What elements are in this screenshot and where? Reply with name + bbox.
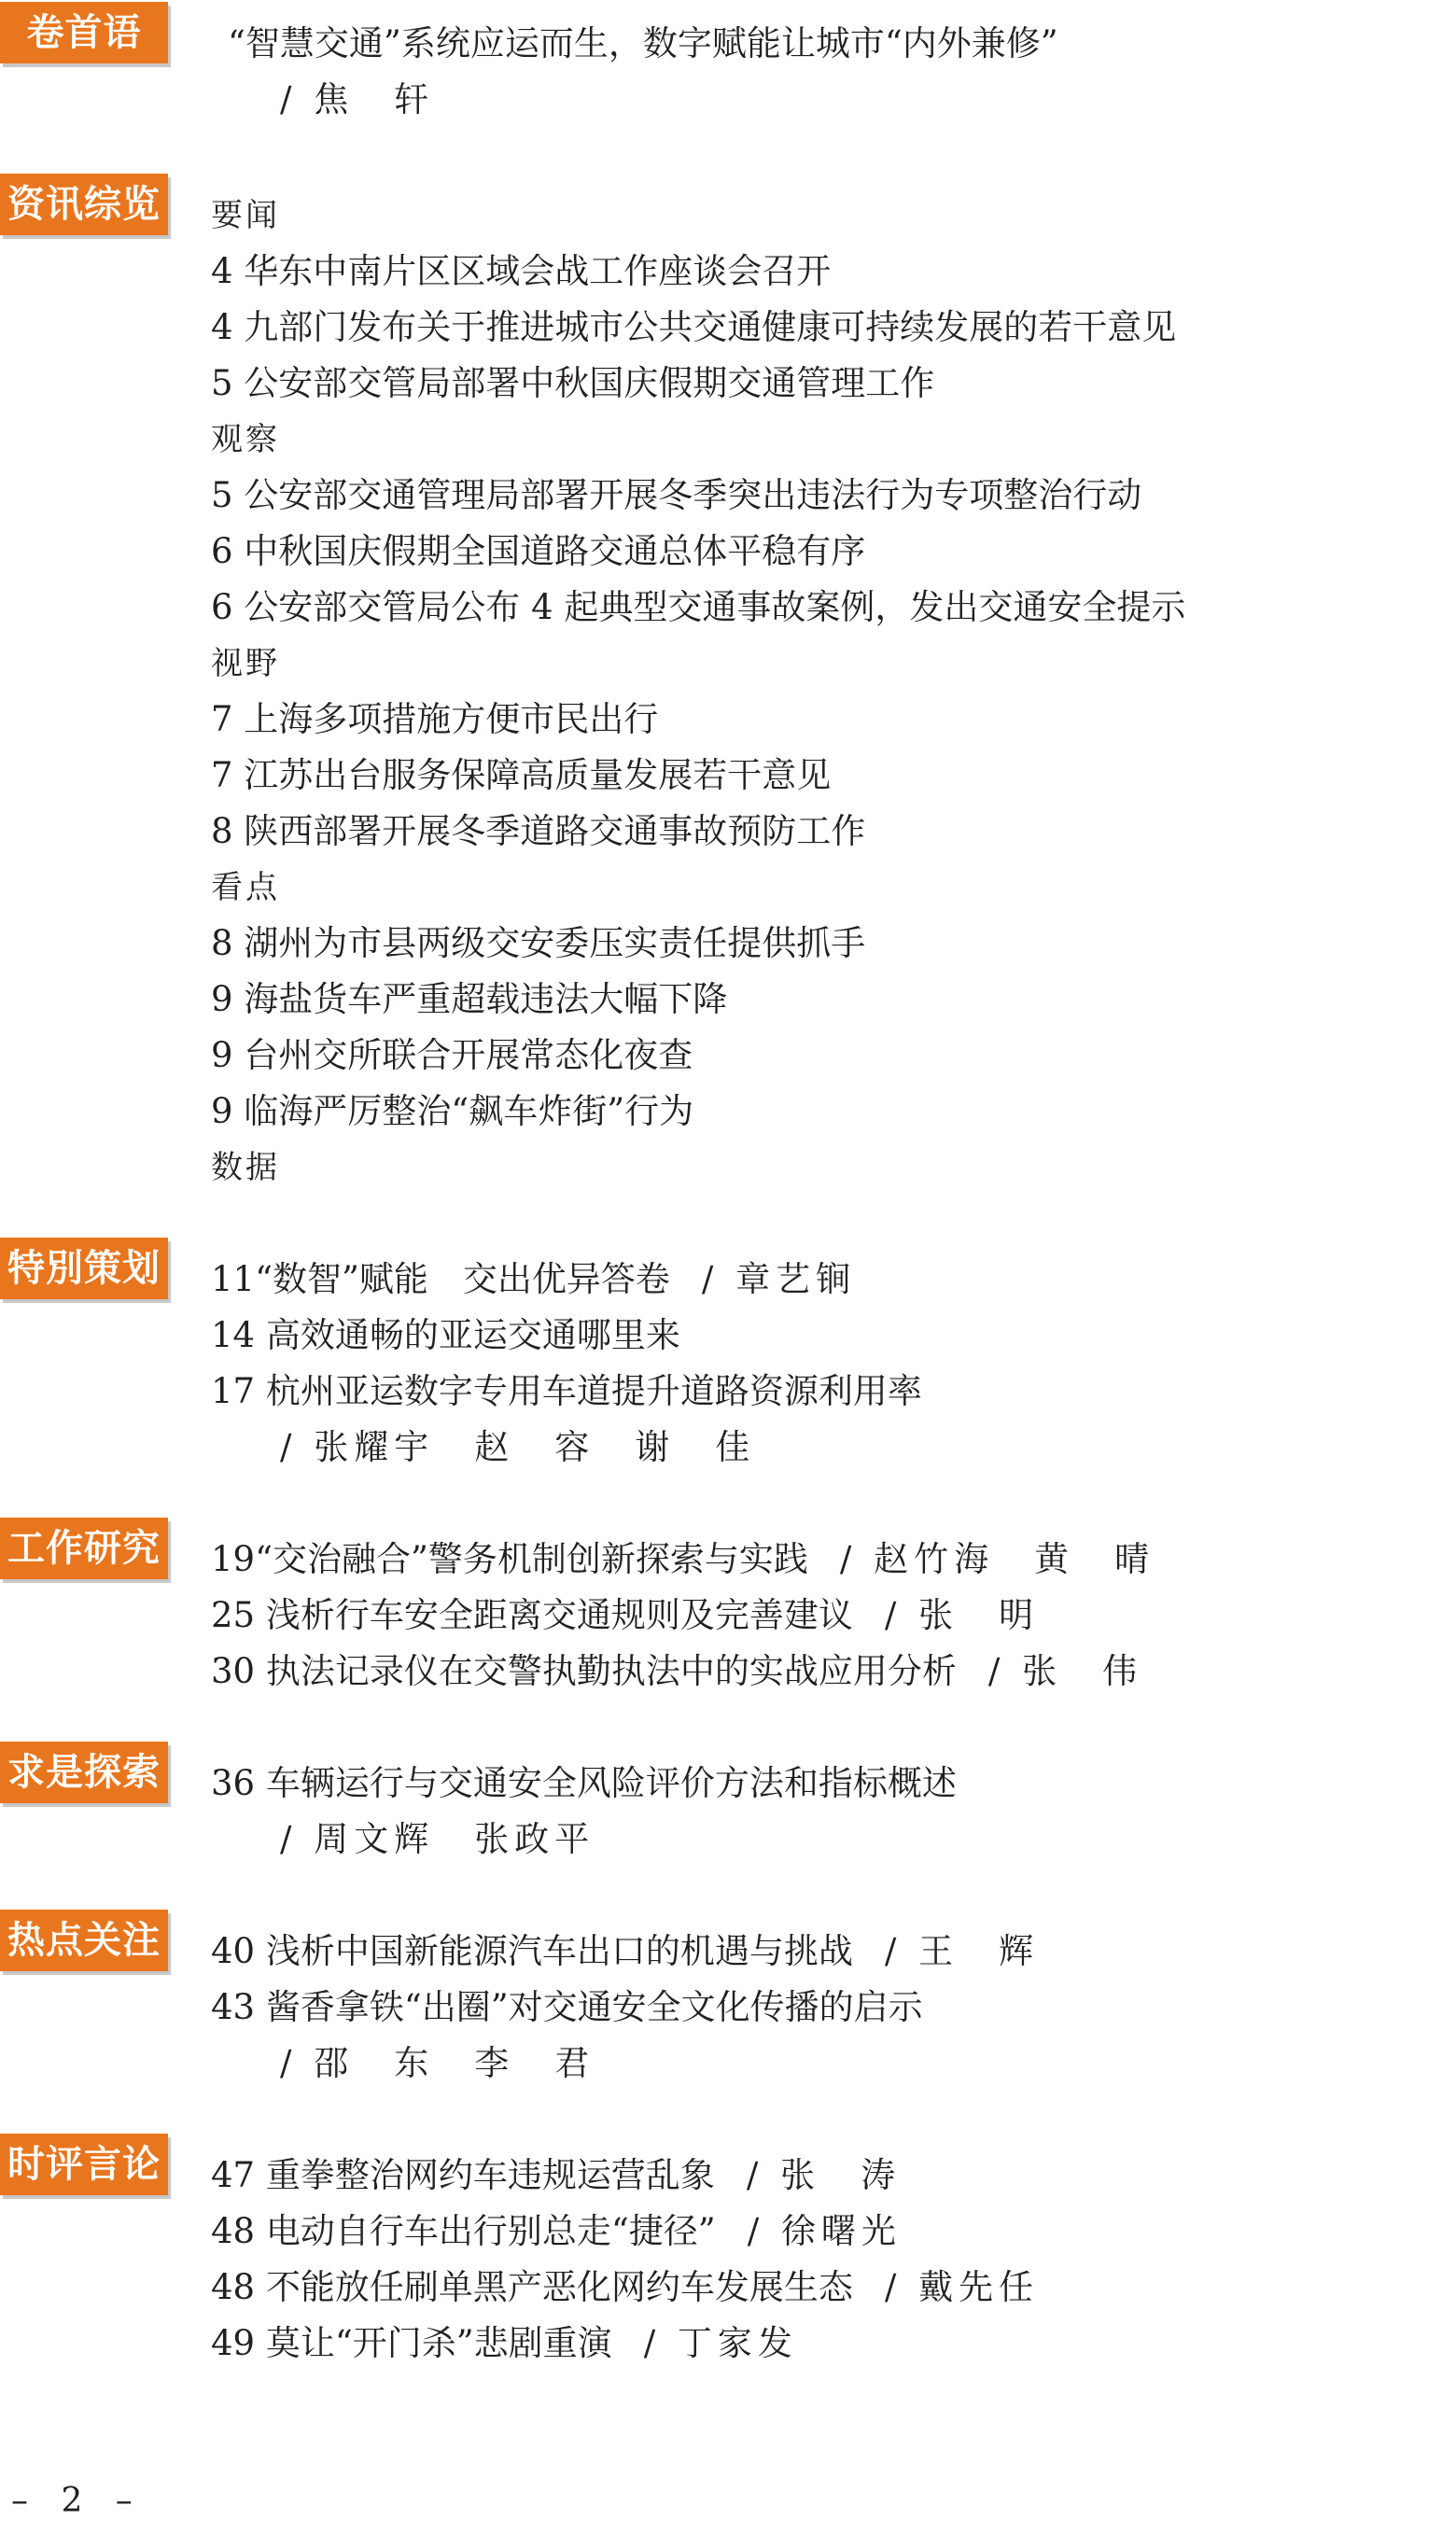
toc-entry[interactable] xyxy=(211,2208,902,2255)
toc-subheading: 数据 xyxy=(211,1149,280,1186)
toc-entry[interactable]: 7 江苏出台服务保障高质量发展若干意见 xyxy=(211,755,832,795)
toc-entry-title: 48 电动自行车出行别总走“捷径” xyxy=(211,2211,716,2251)
toc-entry[interactable]: 9 临海严厉整治“飙车炸街”行为 xyxy=(211,1091,694,1131)
section-tag: 热点关注 xyxy=(0,1910,168,1971)
toc-entry-author: / 焦 轩 xyxy=(280,79,435,119)
toc-subheading: 视野 xyxy=(211,645,280,682)
section-tag: 时评言论 xyxy=(0,2134,168,2195)
toc-entry[interactable]: 8 陕西部署开展冬季道路交通事故预防工作 xyxy=(211,811,866,851)
toc-entry-title: 25 浅析行车安全距离交通规则及完善建议 xyxy=(211,1595,853,1635)
toc-entry-author: / 丁家发 xyxy=(643,2323,798,2363)
toc-entry-title: 19“交治融合”警务机制创新探索与实践 xyxy=(211,1539,808,1579)
toc-subheading: 观察 xyxy=(211,421,280,458)
toc-entry[interactable]: 4 九部门发布关于推进城市公共交通健康可持续发展的若干意见 xyxy=(211,307,1177,347)
toc-entry[interactable]: 36 车辆运行与交通安全风险评价方法和指标概述 xyxy=(211,1763,957,1803)
toc-entry[interactable] xyxy=(211,1648,1142,1695)
toc-entry[interactable]: 4 华东中南片区区域会战工作座谈会召开 xyxy=(211,251,832,291)
toc-entry-author: / 周文辉 张政平 xyxy=(280,1819,595,1859)
toc-entry[interactable]: 6 公安部交管局公布 4 起典型交通事故案例，发出交通安全提示 xyxy=(211,587,1186,627)
toc-entry-title: 11“数智”赋能 交出优异答卷 xyxy=(211,1259,670,1299)
toc-subheading: 要闻 xyxy=(211,197,280,234)
toc-entry[interactable]: 17 杭州亚运数字专用车道提升道路资源利用率 xyxy=(211,1371,922,1411)
toc-subheading: 看点 xyxy=(211,869,280,906)
toc-entry[interactable] xyxy=(211,2320,798,2367)
toc-entry[interactable] xyxy=(211,1928,1039,1975)
section-tag: 求是探索 xyxy=(0,1742,168,1803)
section-tag: 特別策划 xyxy=(0,1238,168,1299)
toc-entry[interactable] xyxy=(211,2152,901,2199)
toc-entry-title: 48 不能放任刷单黑产恶化网约车发展生态 xyxy=(211,2267,853,2307)
toc-entry[interactable]: 14 高效通畅的亚运交通哪里来 xyxy=(211,1315,680,1355)
toc-entry-author: / 张 涛 xyxy=(746,2155,902,2195)
toc-entry[interactable] xyxy=(211,1256,856,1303)
section-tag: 工作研究 xyxy=(0,1518,168,1579)
toc-entry-author: / 张 明 xyxy=(884,1595,1040,1635)
toc-entry-title: 30 执法记录仪在交警执勤执法中的实战应用分析 xyxy=(211,1651,957,1691)
toc-entry-author: / 张耀宇 赵 容 谢 佳 xyxy=(280,1427,756,1467)
toc-entry[interactable]: 9 海盐货车严重超载违法大幅下降 xyxy=(211,979,728,1019)
section-tag: 卷首语 xyxy=(0,2,168,63)
toc-entry-title[interactable]: “智慧交通”系统应运而生，数字赋能让城市“内外兼修” xyxy=(228,23,1058,63)
page-number: – 2 – xyxy=(11,2482,144,2520)
toc-entry[interactable]: 9 台州交所联合开展常态化夜查 xyxy=(211,1035,693,1075)
toc-entry-title: 40 浅析中国新能源汽车出口的机遇与挑战 xyxy=(211,1931,853,1971)
toc-entry[interactable]: 5 公安部交通管理局部署开展冬季突出违法行为专项整治行动 xyxy=(211,475,1142,515)
toc-entry-title: 49 莫让“开门杀”悲剧重演 xyxy=(211,2323,612,2363)
toc-entry-title: 47 重拳整治网约车违规运营乱象 xyxy=(211,2155,715,2195)
toc-entry[interactable]: 7 上海多项措施方便市民出行 xyxy=(211,699,659,739)
toc-entry[interactable]: 6 中秋国庆假期全国道路交通总体平稳有序 xyxy=(211,531,866,571)
toc-entry-author: / 邵 东 李 君 xyxy=(280,2043,595,2083)
toc-entry[interactable] xyxy=(211,1592,1039,1639)
toc-entry[interactable]: 43 酱香拿铁“出圈”对交通安全文化传播的启示 xyxy=(211,1987,923,2027)
toc-entry[interactable]: 8 湖州为市县两级交安委压实责任提供抓手 xyxy=(211,923,866,963)
toc-entry[interactable] xyxy=(211,1536,1155,1583)
section-tag: 资讯综览 xyxy=(0,174,168,235)
toc-entry-author: / 章艺锏 xyxy=(701,1259,857,1299)
toc-entry[interactable] xyxy=(211,2264,1039,2311)
toc-entry[interactable]: 5 公安部交管局部署中秋国庆假期交通管理工作 xyxy=(211,363,935,403)
toc-entry-author: / 徐曙光 xyxy=(747,2211,902,2251)
toc-entry-author: / 王 辉 xyxy=(884,1931,1040,1971)
toc-entry-author: / 戴先任 xyxy=(884,2267,1040,2307)
toc-entry-author: / 张 伟 xyxy=(987,1651,1143,1691)
toc-entry-author: / 赵竹海 黄 晴 xyxy=(839,1539,1155,1579)
